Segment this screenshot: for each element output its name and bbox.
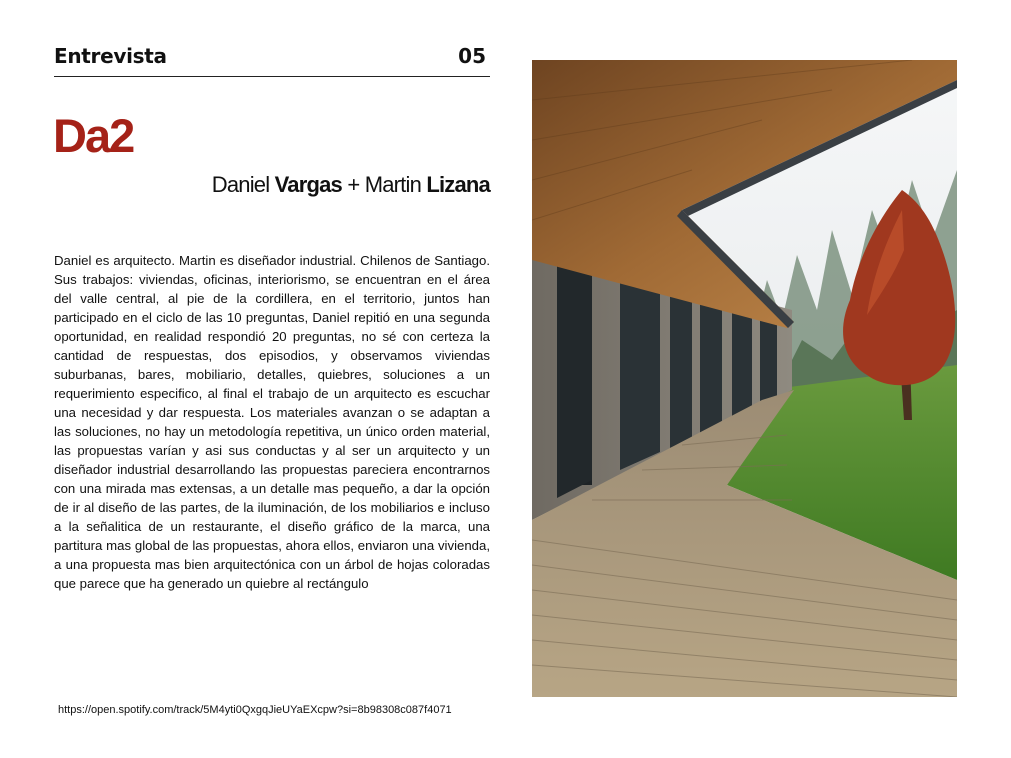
article-body: Daniel es arquitecto. Martin es diseñador industrial. Chilenos de Santiago. Sus trabajos: viviendas, oficinas, interiorismo, se encuentran en el área del valle central, al pie de la cordillera, en el territorio, juntos han participado en el ciclo de las 10 preguntas, Daniel repitió en una segunda oportunidad, en realidad respondió 20 preguntas, no sé con certeza la cantidad de respuestas, dos episodios, y observamos viviendas suburbanas, bares, mobiliario, detalles, quiebres, soluciones a un requerimiento especifico, al final el trabajo de un arquitecto es escuchar una necesidad y dar respuesta. Los materiales avanzan o se adaptan a las soluciones, no hay un metodología repetitiva, un único orden material, las propuestas varían y asi sus conductas y al ser un arquitecto y un diseñador industrial desarrollando las propuestas pareciera encontrarnos con una mirada mas extensas, a un detalle mas pequeño, a dar la opción de ir al diseño de las partes, de la iluminación, de los mobiliarios e incluso a la señalitica de un restaurante, el diseño gráfico de la marca, una partitura mas global de las propuestas, ahora ellos, enviaron una vivienda, a una propuesta mas bien arquitectónica con un árbol de hojas coloradas que parece que ha generado un quiebre al rectángulo (54, 253, 490, 591)
house-photo-illustration (532, 60, 957, 697)
page-number: 05 (458, 44, 486, 68)
article-title: Da2 (53, 109, 134, 162)
author-joiner: + (347, 172, 360, 197)
author-byline (212, 172, 490, 198)
section-label: Entrevista (54, 44, 167, 68)
author-1-last-name: Vargas (274, 172, 342, 197)
spotify-link[interactable]: https://open.spotify.com/track/5M4yti0QxgqJieUYaEXcpw?si=8b98308c087f4071 (58, 704, 452, 716)
author-2-last-name: Lizana (426, 172, 490, 197)
author-1-first-name: Daniel (211, 172, 270, 197)
author-2-first-name: Martin (364, 172, 422, 197)
page-header (54, 44, 490, 77)
house-photo (532, 60, 957, 697)
